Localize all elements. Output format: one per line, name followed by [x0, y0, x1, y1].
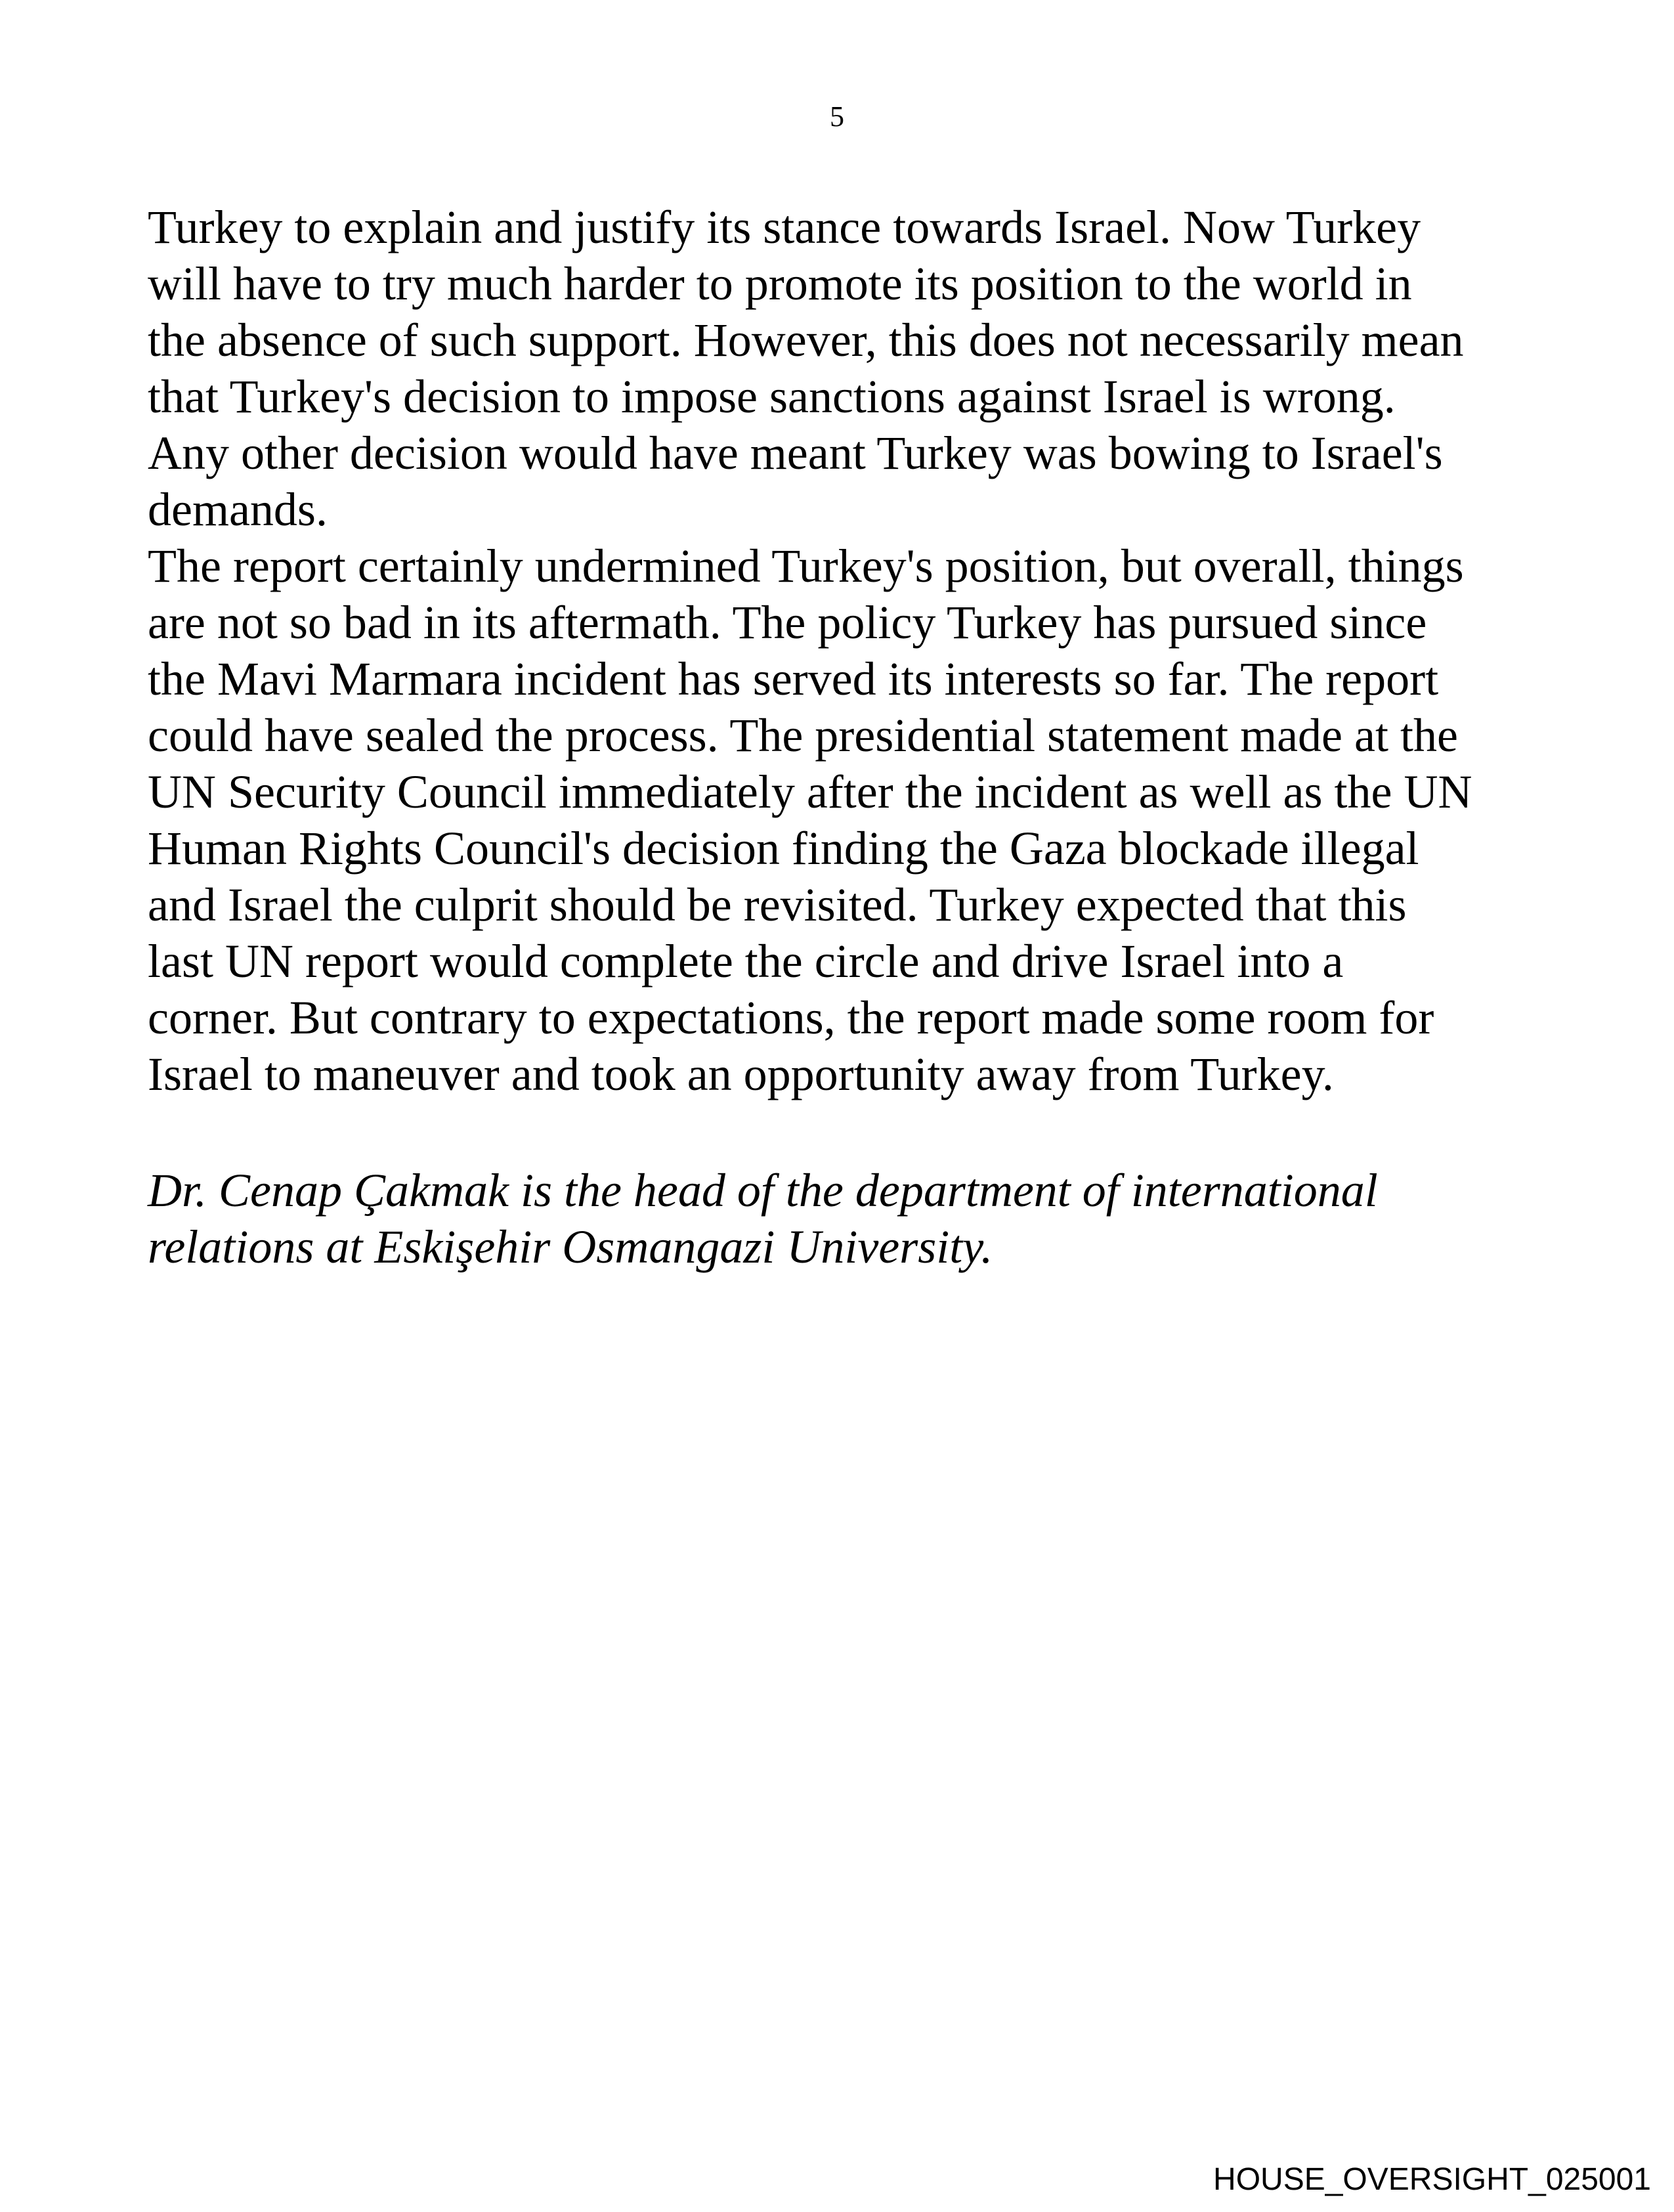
body-line: and Israel the culprit should be revisited. Turkey expected that this: [148, 878, 1407, 931]
body-line: demands.: [148, 483, 328, 536]
body-line: could have sealed the process. The presidential statement made at the: [148, 709, 1458, 762]
body-line: will have to try much harder to promote its position to the world in: [148, 257, 1412, 310]
body-line: Turkey to explain and justify its stance towards Israel. Now Turkey: [148, 201, 1421, 253]
bio-line: Dr. Cenap Çakmak is the head of the department of international: [148, 1164, 1378, 1217]
body-line: UN Security Council immediately after the incident as well as the UN: [148, 766, 1472, 818]
body-line: that Turkey's decision to impose sanctions against Israel is wrong.: [148, 370, 1396, 423]
body-line: The report certainly undermined Turkey's position, but overall, things: [148, 540, 1464, 592]
bio-line: relations at Eskişehir Osmangazi University.: [148, 1221, 993, 1273]
body-line: the Mavi Marmara incident has served its interests so far. The report: [148, 653, 1439, 705]
body-line: Human Rights Council's decision finding the Gaza blockade illegal: [148, 822, 1419, 875]
page-number: 5: [830, 100, 844, 133]
body-line: corner. But contrary to expectations, the report made some room for: [148, 991, 1434, 1044]
document-id-footer: HOUSE_OVERSIGHT_025001: [1213, 2162, 1651, 2197]
author-bio: [148, 1162, 1378, 1275]
body-line: Israel to maneuver and took an opportunity away from Turkey.: [148, 1048, 1334, 1100]
article-body: [148, 199, 1472, 1102]
body-line: Any other decision would have meant Turkey was bowing to Israel's: [148, 427, 1443, 479]
body-line: are not so bad in its aftermath. The policy Turkey has pursued since: [148, 596, 1427, 649]
body-line: the absence of such support. However, this does not necessarily mean: [148, 314, 1464, 366]
body-line: last UN report would complete the circle and drive Israel into a: [148, 935, 1344, 987]
